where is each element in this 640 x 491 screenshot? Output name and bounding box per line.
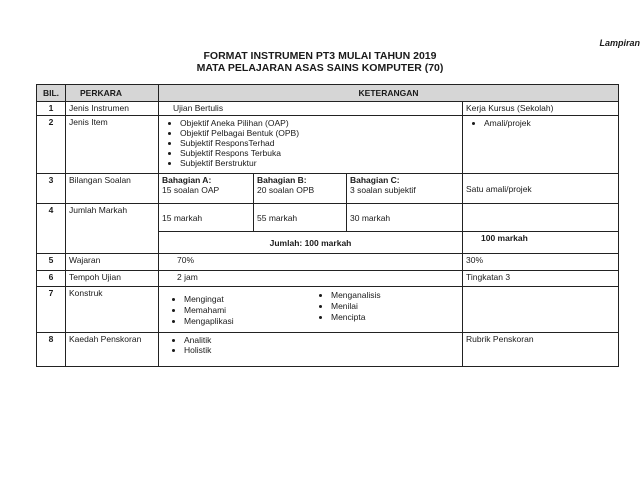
list-item: • Subjektif Respons Terbuka bbox=[180, 148, 459, 158]
markah-side-empty bbox=[463, 204, 619, 232]
row-perkara: Jumlah Markah bbox=[66, 204, 159, 254]
row-perkara: Konstruk bbox=[66, 287, 159, 333]
title-line-2: MATA PELAJARAN ASAS SAINS KOMPUTER (70) bbox=[196, 62, 444, 74]
item-types-list bbox=[162, 118, 459, 168]
row-value-side: 30% bbox=[463, 254, 619, 271]
item-types-cell bbox=[159, 116, 463, 174]
header-row bbox=[37, 85, 619, 102]
konstruk-list-left bbox=[162, 290, 309, 327]
row-bil: 1 bbox=[37, 102, 66, 116]
list-item: • Analitik bbox=[184, 335, 459, 345]
list-item: • Amali/projek bbox=[484, 118, 615, 128]
format-table bbox=[36, 84, 619, 367]
bahagian-c-label: Bahagian C: bbox=[350, 175, 400, 185]
side-list bbox=[466, 118, 615, 128]
document-title bbox=[0, 50, 640, 74]
header-perkara: PERKARA bbox=[66, 85, 159, 102]
markah-side: 100 markah bbox=[463, 232, 619, 254]
row-bil: 2 bbox=[37, 116, 66, 174]
table-row bbox=[37, 102, 619, 116]
row-value-side: Kerja Kursus (Sekolah) bbox=[463, 102, 619, 116]
list-item: • Mengingat bbox=[184, 294, 309, 305]
row-perkara: Wajaran bbox=[66, 254, 159, 271]
jumlah-total: Jumlah: 100 markah bbox=[159, 232, 463, 254]
title-line-1: FORMAT INSTRUMEN PT3 MULAI TAHUN 2019 bbox=[203, 50, 437, 62]
row-perkara: Jenis Instrumen bbox=[66, 102, 159, 116]
row-value-side: Satu amali/projek bbox=[463, 174, 619, 204]
table-row bbox=[37, 254, 619, 271]
row-bil: 3 bbox=[37, 174, 66, 204]
list-item: • Memahami bbox=[184, 305, 309, 316]
table-row bbox=[37, 204, 619, 232]
markah-b: 55 markah bbox=[254, 204, 347, 232]
table-row bbox=[37, 271, 619, 287]
row-bil: 6 bbox=[37, 271, 66, 287]
list-item: • Objektif Pelbagai Bentuk (OPB) bbox=[180, 128, 459, 138]
list-item: • Subjektif ResponsTerhad bbox=[180, 138, 459, 148]
bahagian-a-label: Bahagian A: bbox=[162, 175, 212, 185]
row-value-side: Tingkatan 3 bbox=[463, 271, 619, 287]
konstruk-side-empty bbox=[463, 287, 619, 333]
row-perkara: Tempoh Ujian bbox=[66, 271, 159, 287]
header-keterangan: KETERANGAN bbox=[159, 85, 619, 102]
row-perkara: Kaedah Penskoran bbox=[66, 333, 159, 367]
row-value: Ujian Bertulis bbox=[159, 102, 463, 116]
list-item: • Holistik bbox=[184, 345, 459, 355]
penskoran-cell bbox=[159, 333, 463, 367]
row-bil: 8 bbox=[37, 333, 66, 367]
row-value-side: Rubrik Penskoran bbox=[463, 333, 619, 367]
konstruk-cell bbox=[159, 287, 463, 333]
bahagian-b-cell bbox=[254, 174, 347, 204]
list-item: • Objektif Aneka Pilihan (OAP) bbox=[180, 118, 459, 128]
bahagian-b-value: 20 soalan OPB bbox=[257, 185, 315, 195]
list-item: • Mencipta bbox=[331, 312, 381, 323]
bahagian-c-value: 3 soalan subjektif bbox=[350, 185, 416, 195]
row-bil: 5 bbox=[37, 254, 66, 271]
row-perkara: Jenis Item bbox=[66, 116, 159, 174]
list-item: • Mengaplikasi bbox=[184, 316, 309, 327]
list-item: • Menganalisis bbox=[331, 290, 381, 301]
markah-a: 15 markah bbox=[159, 204, 254, 232]
bahagian-c-cell bbox=[347, 174, 463, 204]
bahagian-b-label: Bahagian B: bbox=[257, 175, 307, 185]
markah-c: 30 markah bbox=[347, 204, 463, 232]
list-item: • Subjektif Berstruktur bbox=[180, 158, 459, 168]
table-row bbox=[37, 116, 619, 174]
penskoran-list bbox=[162, 335, 459, 355]
row-bil: 4 bbox=[37, 204, 66, 254]
table-row bbox=[37, 174, 619, 204]
row-perkara: Bilangan Soalan bbox=[66, 174, 159, 204]
bahagian-a-value: 15 soalan OAP bbox=[162, 185, 220, 195]
row-value: 70% bbox=[159, 254, 463, 271]
table-row bbox=[37, 333, 619, 367]
item-types-side-cell bbox=[463, 116, 619, 174]
header-bil: BIL. bbox=[37, 85, 66, 102]
row-bil: 7 bbox=[37, 287, 66, 333]
list-item: • Menilai bbox=[331, 301, 381, 312]
table-row bbox=[37, 287, 619, 333]
lampiran-label: Lampiran bbox=[599, 38, 640, 48]
bahagian-a-cell bbox=[159, 174, 254, 204]
konstruk-list-right bbox=[309, 290, 381, 327]
row-value: 2 jam bbox=[159, 271, 463, 287]
